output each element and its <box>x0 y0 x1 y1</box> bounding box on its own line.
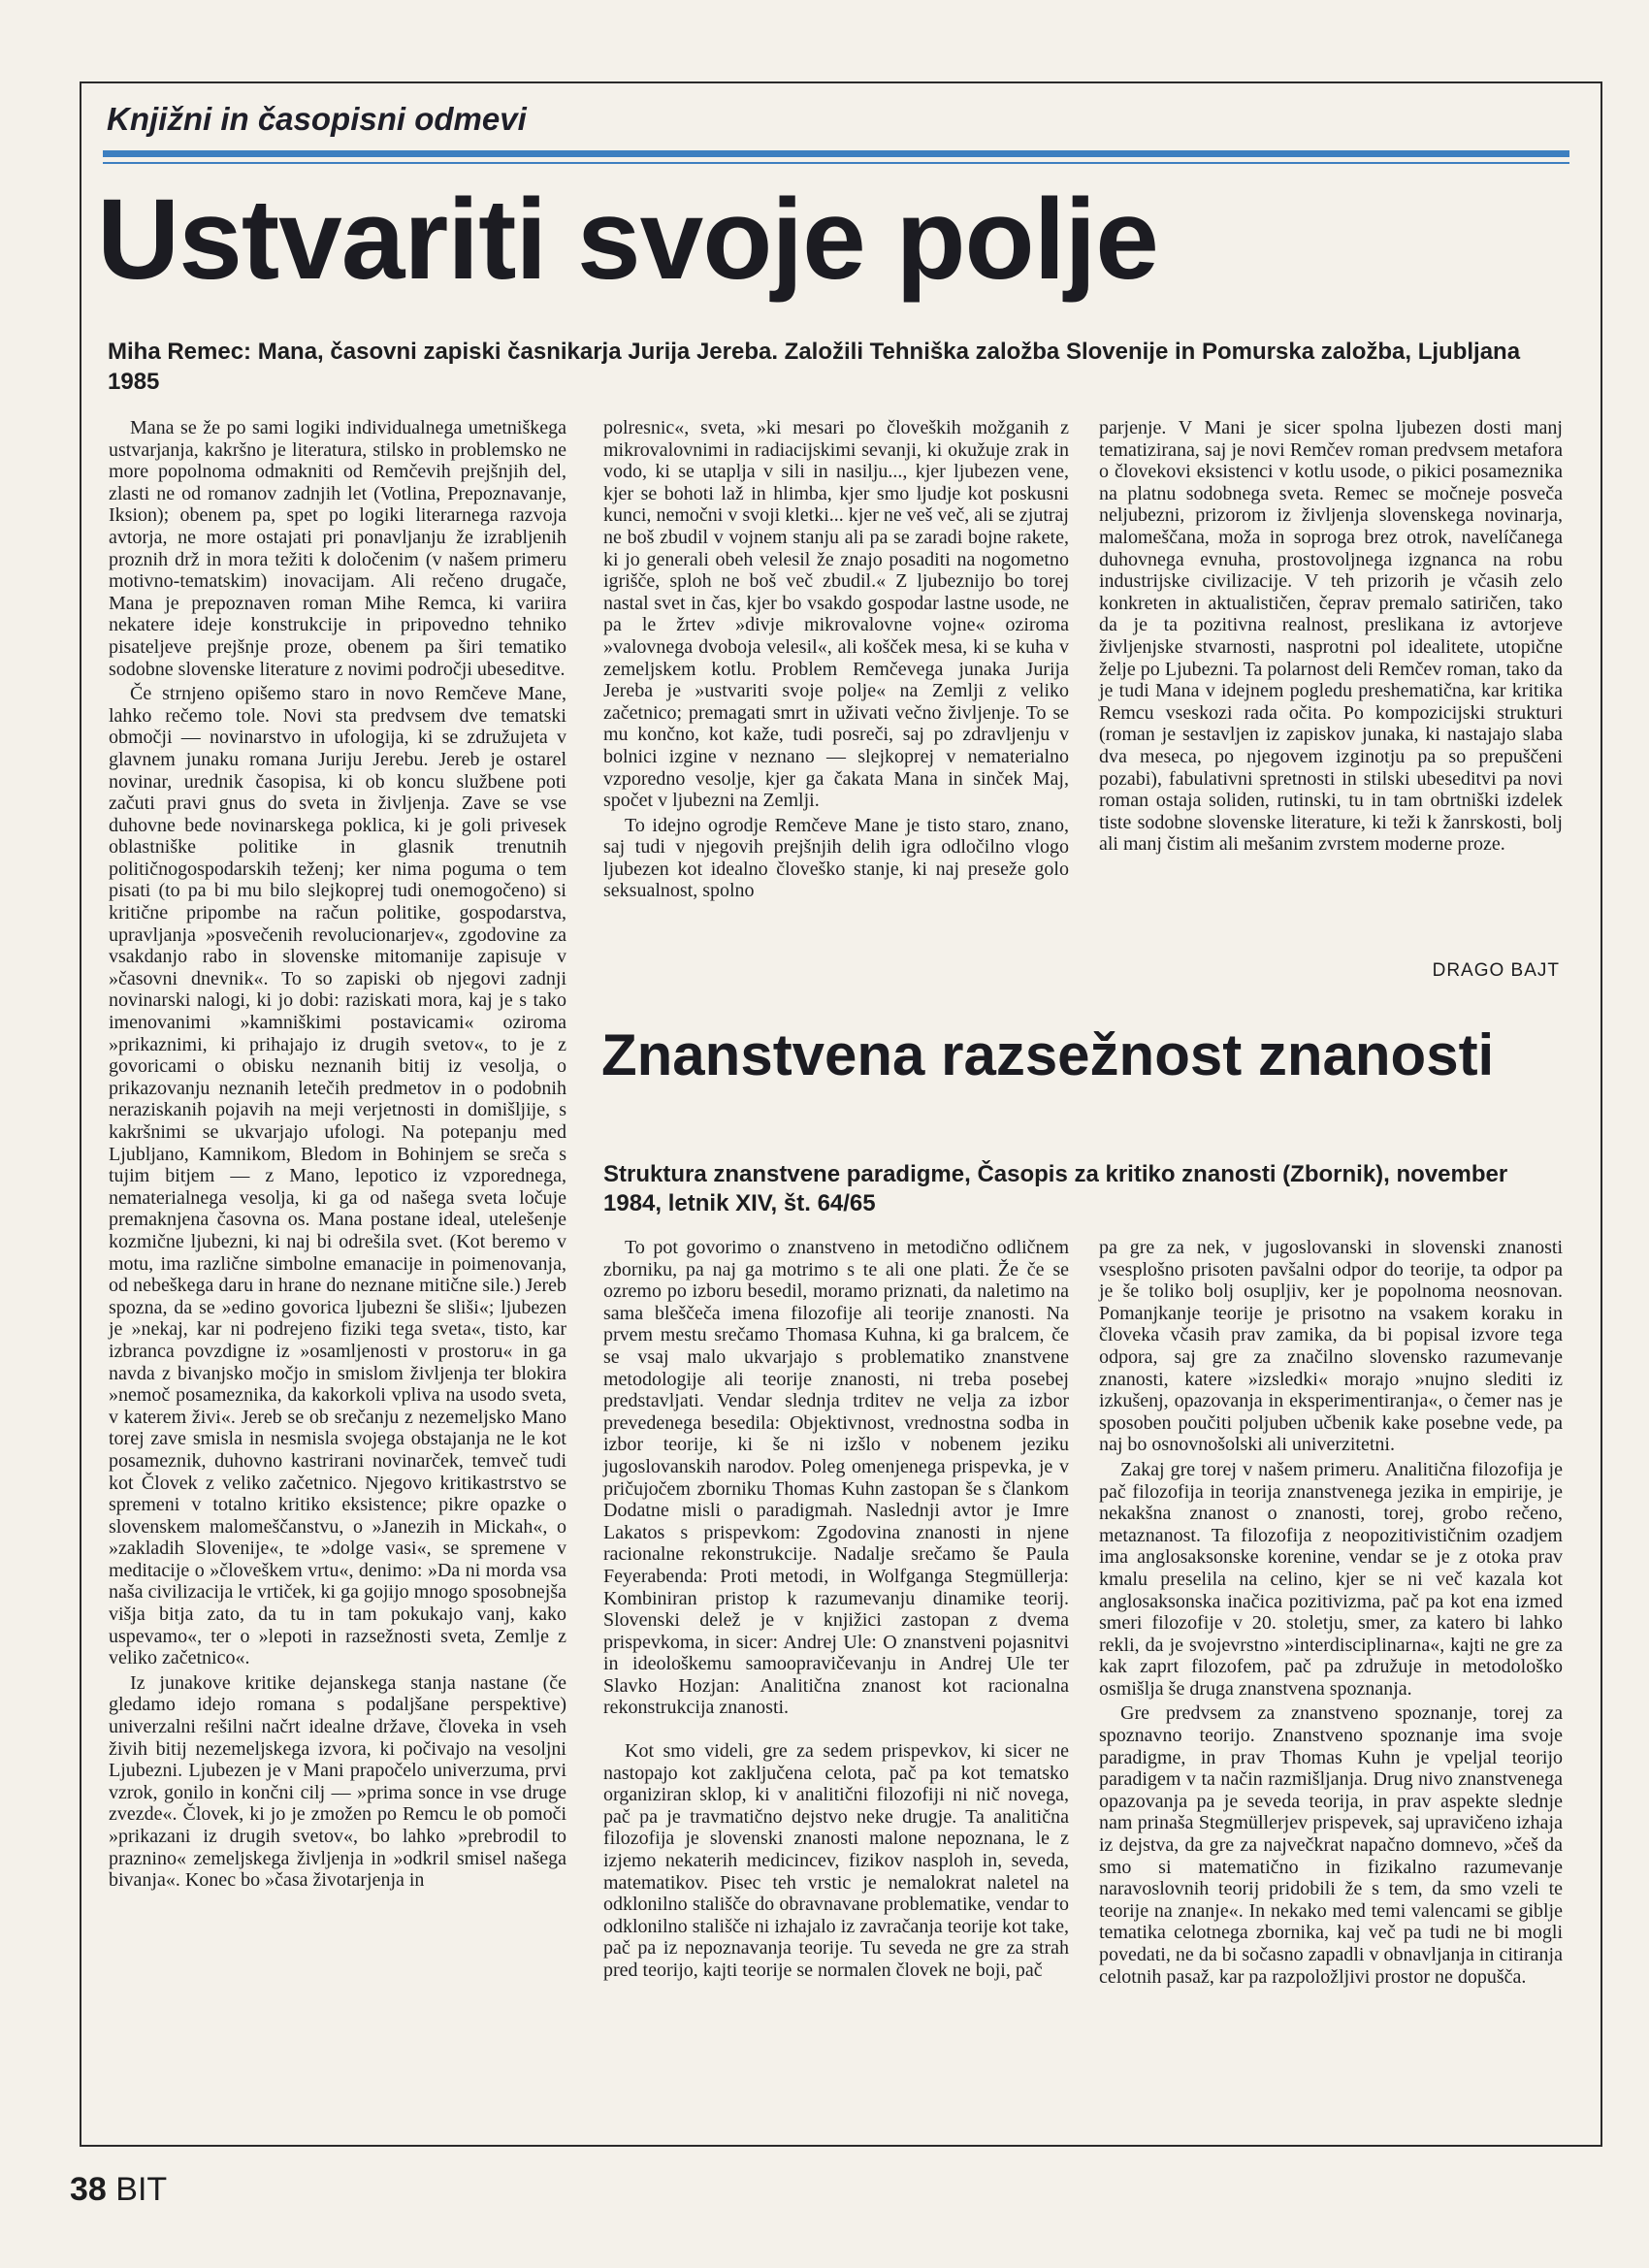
article-column-1 <box>109 417 566 1892</box>
article-column-2 <box>603 417 1069 902</box>
second-article-headline: Znanstvena razsežnost znanosti <box>601 1022 1495 1087</box>
paragraph: Iz junakove kritike dejanskega stanja nastane (če gledamo idejo romana s podaljšane perspektive) univerzalni rešilni načrt idealne države, človeka in vseh živih bitij nezemeljskega izvora, ki počivajo na vesoljni Ljubezni. Ljubezen je v Mani prapočelo univerzuma, prvi vzrok, gonilo in končni cilj — »prima sonce in vse druge zvezde«. Človek, ki jo je zmožen po Remcu le ob pomoči »prikazani iz drugih svetov«, bo lahko »prebrodil to praznino« zemeljskega življenja in »odkril smisel našega bivanja«. Konec bo »časa životarjenja in <box>109 1671 566 1892</box>
section-label: Knjižni in časopisni odmevi <box>107 101 527 137</box>
page-number: 38 <box>70 2171 107 2208</box>
page-footer <box>70 2171 167 2209</box>
paragraph: parjenje. V Mani je sicer spolna ljubezen dosti manj tematizirana, saj je novi Remčev roman predvsem metafora o človekovi eksistenci v kotlu usode, o pikici posameznika na platnu sodobnega sveta. Remec se močneje posveča neljubezni, prizorom iz življenja slovenskega novinarja, malomeščana, moža in soproga brez otrok, navelíčanega duhovnega evnuha, prostovoljnega izgnanca na robu industrijske civilizacije. V teh prizorih je včasih zelo konkreten in aktualističen, čeprav premalo satiričen, tako da je ta pozitivna realnost, preslikana iz avtorjeve življenjske stvarnosti, nasprotni pol idealitete, utopične želje po Ljubezni. Ta polarnost deli Remčev roman, tako da je tudi Mana v idejnem pogledu preshematična, kar kritika Remcu vseskozi rada očita. Po kompozicijski strukturi (roman je sestavljen iz zapiskov junaka, ki nastajajo slaba dva meseca, po njegovem izginotju pa so prepuščeni pozabi), fabulativni spretnosti in stilski ubeseditvi pa novi roman ostaja soliden, rutinski, tu in tam obrtniški izdelek tiste sodobne slovenske literature, ki teži k žanrskosti, bolj ali manj čistim ali mešanim zvrstem moderne proze. <box>1099 417 1563 856</box>
article-byline: Miha Remec: Mana, časovni zapiski časnikarja Jurija Jereba. Založili Tehniška založba Slovenije in Pomurska založba, Ljubljana 1985 <box>108 339 1521 395</box>
section-rule <box>103 150 1569 157</box>
author-signature: DRAGO BAJT <box>1432 960 1560 981</box>
second-article-subtitle: Struktura znanstvene paradigme, Časopis za kritiko znanosti (Zbornik), november 1984, letnik XIV, št. 64/65 <box>603 1161 1508 1216</box>
paragraph: Mana se že po sami logiki individualnega umetniškega ustvarjanja, kakršno je literatura, stilsko in problemsko ne more popolnoma odmakniti od Remčevih prejšnjih del, zlasti ne od romanov zadnjih let (Votlina, Prepoznavanje, Iksion); obenem pa, spet po logiki literarnega razvoja avtorja, ne more ostajati pri ponavljanju že izrabljenih proznih drž in mora težiti k določenim (v našem primeru motivno-tematskim) inovacijam. Ali rečeno drugače, Mana je prepoznaven roman Mihe Remca, ki variira nekatere ideje konstrukcije in pripovedno tehniko pisateljeve prejšnje proze, obenem pa širi tematiko sodobne slovenske literature z novimi področji ubeseditve. <box>109 417 566 680</box>
paragraph: Kot smo videli, gre za sedem prispevkov, ki sicer ne nastopajo kot zaključena celota, pač pa kot tematsko organiziran sklop, ki v analitični filozofiji ni nič novega, pač pa je travmatično dejstvo neke drugje. Ta analitična filozofija je slovenski znanosti malone nepoznana, le z izjemo nekaterih medicincev, fizikov nasploh in, seveda, matematikov. Pisec teh vrstic je nemalokrat naletel na odklonilno stališče do obravnavane problematike, vendar to odklonilno stališče ni izhajalo iz zavračanja teorije kot take, pač pa iz nepoznavanja teorije. Tu seveda ne gre za strah pred teorijo, kajti teorije se normalen človek ne boji, pač <box>603 1740 1069 1981</box>
paragraph: Če strnjeno opišemo staro in novo Remčeve Mane, lahko rečemo tole. Novi sta predvsem dve tematski območji — novinarstvo in ufologija, ki se združujeta v glavnem junaku romana Juriju Jerebu. Jereb je ostarel novinar, urednik časopisa, ki ob koncu službene poti začuti pravi gnus do sveta in življenja. Zave se vse duhovne bede novinarskega poklica, ki je goli privesek oblastniške politike in glasnik trenutnih političnogospodarskih teženj; ker nima poguma o tem pisati (to pa bi mu bilo slejkoprej tudi onemogočeno) si kritične pripombe na račun politike, gospodarstva, upravljanja »posvečenih revolucionarjev«, zgodovine za vsakdanjo rabo in slovenske mitomanije zapisuje v »časovni dnevnik«. To so zapiski ob njegovi zadnji novinarski nalogi, ki jo dobi: raziskati mora, kaj je s tako imenovanimi »kamniškimi postavicami« oziroma »prikaznimi, ki prihajajo iz drugih svetov«, to je z govoricami o obisku neznanih bitij iz vesolja, o prikazovanju neznanih letečih predmetov in o podobnih neraziskanih pojavih na meji verjetnosti in domišljije, s kakršnimi se ukvarjajo ufologi. Na potepanju med Ljubljano, Kamnikom, Bledom in Bohinjem se sreča s tujim bitjem — z Mano, lepotico iz vzporednega, nematerialnega vesolja, ki ga od našega sveta ločuje premaknjena časovna os. Mana postane ideal, utelešenje kozmične ljubezni, ki naj bi odrešila svet. (Kot beremo v motu, ima različne simbolne emanacije in poimenovanja, od nebeškega daru in hrane do neznane mitične sile.) Jereb spozna, da se »edino govorica ljubezni še sliši«; ljubezen je »nekaj, kar ni podrejeno fiziki tega sveta«, tisto, kar izbranca povzdigne iz »osamljenosti v prostoru« in ga navda z bivanjsko močjo in smislom življenja ter blokira »nemoč posameznika, da kakorkoli vpliva na usodo sveta, v katerem živi«. Jereb se ob srečanju z nezemeljsko Mano torej zave smisla in nesmisla svojega obstajanja ne le kot posameznik, duhovno kastrirani novinarček, temveč tudi kot Človek z veliko začetnico. Njegovo kritikastrstvo se spremeni v totalno kritiko eksistence; pikre opazke o slovenskem malomeščanstvu, o »Janezih in Mickah«, o »zakladih Slovenije«, te »dolge vasi«, se spremene v meditacije o »človeškem vrtu«, denimo: »Da ni morda vsa naša civilizacija le vrtiček, ki ga gojijo mnogo sposobnejša višja bitja zato, da tu in tam pokukajo vanj, kako uspevamo«, ter o »lepoti in razsežnosti sveta, Zemlje z veliko začetnico«. <box>109 683 566 1669</box>
article-column-3 <box>1099 417 1563 856</box>
article-headline: Ustvariti svoje polje <box>97 176 1158 304</box>
paragraph: pa gre za nek, v jugoslovanski in slovenski znanosti vsesplošno prisoten pavšalni odpor do teorije, ta odpor pa je še toliko bolj osupljiv, ker je popolnoma neosnovan. Pomanjkanje teorije je prisotno na vsakem koraku in človeka včasih prav zamika, da bi popisal izvore tega odpora, saj gre za značilno slovensko razumevanje znanosti, katere »izsledki« morajo »nujno slediti iz izkušenj, opazovanja in eksperimentiranja«, o čemer nas je sposoben poučiti poljuben učbenik kake posebne vede, pa naj bo osnovnošolski ali univerzitetni. <box>1099 1237 1563 1456</box>
paragraph: Gre predvsem za znanstveno spoznanje, torej za spoznavno teorijo. Znanstveno spoznanje ima svoje paradigme, in prav Thomas Kuhn je vpeljal teorijo paradigem v ta način razmišljanja. Drug nivo znanstvenega opazovanja pa je seveda teorija, in prav aspekte slednje nam prinaša Stegmüllerjev prispevek, saj upravičeno izhaja iz dejstva, da gre za največkrat napačno domnevo, »češ da smo si matematično in fizikalno razumevanje naravoslovnih teorij pridobili že s tem, da smo vzeli te teorije na znanje«. In nekako med temi valencami se giblje tematika celotnega zbornika, kaj več pa tudi ne bi mogli povedati, ne da bi sočasno zapadli v obnavljanja in citiranja celotnih pasaž, kar pa razpoložljivi prostor ne dopušča. <box>1099 1702 1563 1988</box>
second-article-column-1 <box>603 1237 1069 1982</box>
magazine-name: BIT <box>115 2171 168 2208</box>
paragraph: Zakaj gre torej v našem primeru. Analitična filozofija je pač filozofija in teorija znanstvenega jezika in empirije, je nekakšna znanost o znanosti, torej, grobo rečeno, metaznanost. Ta filozofija z neopozitivističnim ozadjem ima anglosaksonske korenine, vendar se je z otoka prav kmalu preselila na celino, kjer se ni več kazala kot anglosaksonska inačica pozitivizma, pač pa kot ena izmed smeri filozofije v 20. stoletju, smer, za katero bi lahko rekli, da je svojevrstno »interdisciplinarna«, kajti ne gre za kak zaprt filozofem, pač pa združuje in metodološko osmišlja še druga znanstvena spoznanja. <box>1099 1458 1563 1700</box>
paragraph: polresnic«, sveta, »ki mesari po človeških možganih z mikrovalovnimi in radiacijskimi sevanji, ki okužuje zrak in vodo, ki se utaplja v sili in nasilju..., kjer ljubezen vene, kjer se bohoti laž in hlimba, kjer smo ljudje kot poskusni kunci, nemočni v svoji kletki... kjer ne veš več, ali se zjutraj ne boš zbudil v vojnem stanju ali pa se zaradi bojne rakete, ki jo generali obeh velesil že znajo posaditi na nogometno igrišče, sploh ne boš več zbudil.« Z ljubeznijo bo torej nastal svet in čas, kjer bo vsakdo gospodar lastne usode, ne pa le žrtev »divje mikrovalovne vojne« oziroma »valovnega dvoboja velesil«, ali košček mesa, ki se kuha v zemeljskem kotlu. Problem Remčevega junaka Jurija Jereba je »ustvariti svoje polje« na Zemlji z veliko začetnico; premagati smrt in uživati večno življenje. To se mu končno, kot kaže, tudi posreči, saj po zdravljenju v bolnici izgine v neznano — slejkoprej v nematerialno vzporedno vesolje, kjer ga čakata Mana in sinček Maj, spočet v ljubezni na Zemlji. <box>603 417 1069 812</box>
second-article-column-2 <box>1099 1237 1563 1988</box>
paragraph: To idejno ogrodje Remčeve Mane je tisto staro, znano, saj tudi v njegovih prejšnjih delih igra odločilno vlogo ljubezen kot idealno človeško stanje, ki naj preseže golo seksualnost, spolno <box>603 814 1069 902</box>
section-rule-thin <box>103 162 1569 164</box>
paragraph: To pot govorimo o znanstveno in metodično odličnem zborniku, pa naj ga motrimo s te ali one plati. Že če se ozremo po izboru besedil, moramo priznati, da naletimo na sama bleščeča imena filozofije ali teorije znanosti. Na prvem mestu srečamo Thomasa Kuhna, ki ga bralcem, če se vsaj malo ukvarjajo s problematiko znanstvene metodologije ali teorije znanosti, ni treba posebej predstavljati. Vendar slednja trditev ne velja za izbor prevedenega besedila: Objektivnost, vrednostna sodba in izbor teorije, ki še ni izšlo v nobenem jeziku jugoslovanskih narodov. Poleg omenjenega prispevka, je v pričujočem zborniku Thomas Kuhn zastopan še s člankom Dodatne misli o paradigmah. Naslednji avtor je Imre Lakatos s prispevkom: Zgodovina znanosti in njene racionalne rekonstrukcije. Nadalje srečamo še Paula Feyerabenda: Proti metodi, in Wolfganga Stegmüllerja: Kombiniran pristop k razumevanju dinamike teorij. Slovenski delež je v knjižici zastopan z dvema prispevkoma, in sicer: Andrej Ule: O znanstveni pojasnitvi in ideološkemu samoopravičevanju in Andrej Ule ter Slavko Hozjan: Analitična znanost kot racionalna rekonstrukcija znanosti. <box>603 1237 1069 1719</box>
